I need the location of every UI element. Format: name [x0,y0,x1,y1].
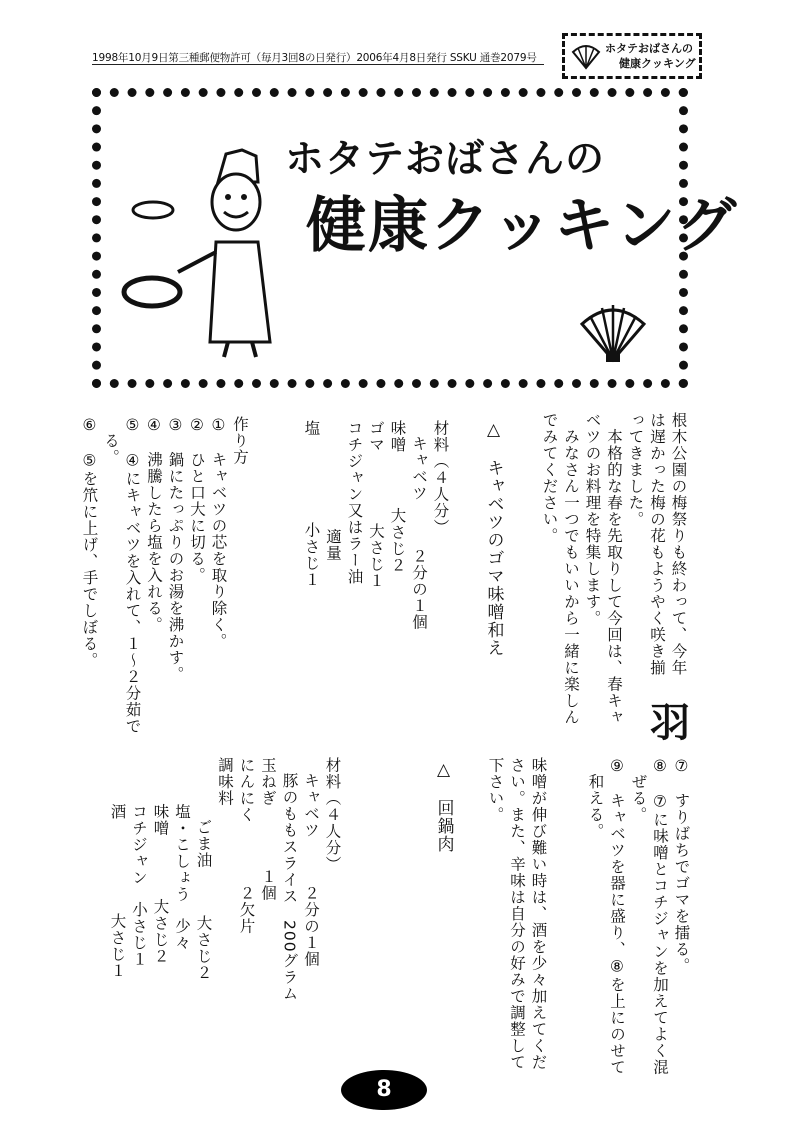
seasoning-row: 味噌大さじ２ [151,803,170,965]
issue-info: 1998年10月9日第三種郵便物許可（毎月3回8の日発行）2006年4月8日発行 SSKU 通巻2079号 [92,52,537,64]
intro-line: ってきました。 [626,412,645,528]
method-step: ⑨ キャベツを器に盛り、⑧を上にのせて [608,757,626,1076]
method-step: ③ 鍋にたっぷりのお湯を沸かす。 [166,416,185,683]
intro-line: 根木公園の梅祭りも終わって、今年 [669,412,688,676]
method-step: ⑧ ⑦に味噌とコチジャンを加えてよく混 [651,757,669,1076]
method-step: ⑥ ⑤を笊に上げ、手でしぼる。 [80,416,99,669]
recipe1-title: △ キャベツのゴマ味噌和え [483,420,504,657]
recipe1-cont-steps [584,757,692,1076]
ingredient-row: 適量 [324,528,342,562]
method-step: ⑦ すりばちでゴマを擂る。 [672,757,691,974]
ingredients-label: 材料（４人分） [323,757,342,873]
note-line: 下さい。 [486,757,505,823]
tag-line-1: ホタテおばさんの [605,42,693,55]
seasoning-row: 酒大さじ１ [108,803,127,979]
tag-line-2: 健康クッキング [619,57,696,70]
article-body [78,412,728,1076]
seasoning-row: 塩・こしょう少々 [173,803,191,951]
ingredient-row: 豚のももスライス200グラム [280,772,299,1003]
method-step: ④ 沸騰したら塩を入れる。 [145,416,163,633]
note-line: 味噌が伸び難い時は、酒を少々加えてくだ [529,757,548,1071]
page-number: 8 [341,1070,427,1110]
intro-initial: 羽 [643,701,690,742]
scallop-shell-icon [571,44,601,70]
column-tag [562,33,702,79]
ingredient-row: キャベツ２分の１個 [410,435,428,631]
recipe2-ingredients [106,757,343,1067]
method-step: ぜる。 [629,757,648,823]
ingredient-row: ゴマ大さじ１ [367,420,385,589]
banner-title-line-1: ホタテおばさんの [285,137,606,182]
ingredient-row: 味噌大さじ２ [388,420,407,574]
recipe1-ingredients [300,420,451,740]
header-rule [92,64,544,65]
note-line: さい。また、辛味は自分の好みで調整して [508,757,526,1071]
recipe1-method [78,416,250,736]
ingredient-row: コチジャン又はラー油 [345,420,364,585]
method-step: ② ひと口大に切る。 [188,416,206,584]
ingredient-row: 塩小さじ１ [302,420,321,588]
method-step: る。 [102,416,120,466]
intro-line: でみてください。 [540,412,559,544]
intro-line: は遅かった梅の花もようやく咲き揃 [648,412,666,676]
ingredient-row: にんにく２欠片 [237,757,256,935]
seasoning-row: コチジャン小さじ１ [130,803,148,968]
intro-line: ベツのお料理を特集します。 [583,412,602,627]
ingredients-label: 材料（４人分） [431,420,450,536]
intro-column [538,412,689,742]
method-step: ⑤ ④にキャベツを入れて、１〜２分茹で [123,416,142,735]
intro-line: みなさん一つでもいいから一緒に楽しん [562,412,580,726]
method-step: ① キャベツの芯を取り除く。 [209,416,228,650]
scallop-shell-illustration [578,302,648,364]
ingredient-row: 玉ねぎ１個 [259,757,277,902]
seasoning-row: ごま油大さじ２ [194,819,213,981]
ingredient-row: キャベツ２分の１個 [302,772,320,968]
method-step: 和える。 [586,757,605,840]
intro-line: 本格的な春を先取りして今回は、春キャ [605,412,623,726]
chef-illustration [118,142,288,362]
recipe1-note [484,757,549,1071]
banner-title-line-2: 健康クッキング [306,191,739,261]
recipe2-title: △ 回鍋肉 [433,760,454,853]
method-label: 作り方 [231,416,249,466]
seasoning-label: 調味料 [216,757,234,807]
